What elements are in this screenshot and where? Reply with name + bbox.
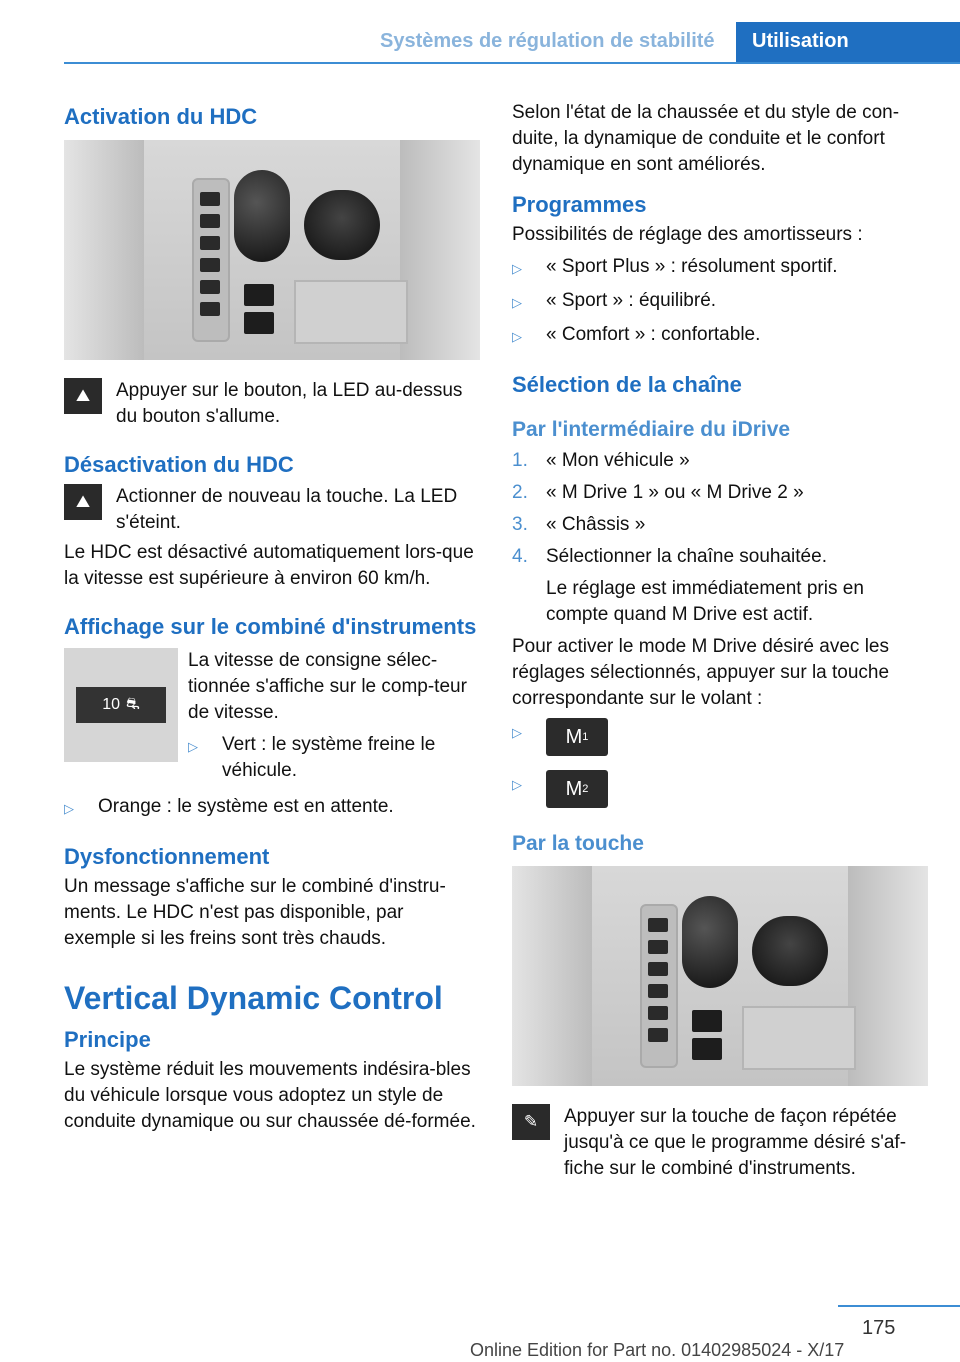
heading-button: Par la touche bbox=[512, 832, 644, 855]
header-rule bbox=[64, 62, 960, 64]
list-item: ▷ « Sport Plus » : résolument sportif. bbox=[512, 256, 838, 277]
right-column bbox=[512, 100, 928, 1186]
button-text: Appuyer sur la touche de façon répétée jusqu'à ce que le programme désiré s'af-fiche sur le combiné d'instruments. bbox=[564, 1106, 907, 1179]
list-item: 4. Sélectionner la chaîne souhaitée. bbox=[512, 546, 827, 567]
malfunction-text: Un message s'affiche sur le combiné d'instru-ments. Le HDC n'est pas disponible, par exemple si les freins sont très chauds. bbox=[64, 876, 446, 949]
step4-note: Le réglage est immédiatement pris en compte quand M Drive est actif. bbox=[546, 578, 864, 625]
header-tab: Utilisation bbox=[736, 22, 960, 62]
list-item: ▷ M 1 bbox=[512, 718, 928, 756]
heading-deactivation: Désactivation du HDC bbox=[64, 452, 294, 477]
indicator-list bbox=[188, 732, 480, 784]
heading-display: Affichage sur le combiné d'instruments bbox=[64, 614, 477, 639]
page-rule bbox=[838, 1305, 960, 1307]
hdc-button-icon: ⛰ bbox=[64, 484, 102, 520]
indicator-value: 10 bbox=[102, 696, 120, 713]
speedometer-indicator-image bbox=[64, 648, 178, 762]
heading-programs: Programmes bbox=[512, 192, 647, 217]
hdc-button-icon: ⛰ bbox=[64, 378, 102, 414]
list-item: ▷ Vert : le système freine le véhicule. bbox=[188, 734, 436, 781]
steering-button-icon: ✎ bbox=[512, 1104, 550, 1140]
auto-off-text: Le HDC est désactivé automatiquement lors-que la vitesse est supérieure à environ 60 km/h. bbox=[64, 542, 474, 589]
list-item: 2. « M Drive 1 » ou « M Drive 2 » bbox=[512, 482, 804, 503]
display-text: La vitesse de consigne sélec-tionnée s'affiche sur le comp-teur de vitesse. bbox=[188, 650, 467, 723]
heading-malfunction: Dysfonctionnement bbox=[64, 844, 270, 869]
footer-edition: Online Edition for Part no. 01402985024 - X/17 bbox=[470, 1340, 845, 1360]
page-number: 175 bbox=[862, 1317, 896, 1339]
deactivation-text: Actionner de nouveau la touche. La LED s'éteint. bbox=[116, 486, 458, 533]
list-item: ▷ M 2 bbox=[512, 770, 928, 808]
programs-list bbox=[512, 254, 928, 350]
principle-text: Le système réduit les mouvements indésira-bles du véhicule lorsque vous adoptez un style de conduite dynamique ou sur chaussée dé-formée. bbox=[64, 1059, 476, 1132]
header-section-title: Systèmes de régulation de stabilité bbox=[380, 30, 715, 52]
heading-idrive: Par l'intermédiaire du iDrive bbox=[512, 418, 791, 441]
activation-text: Appuyer sur le bouton, la LED au-dessus du bouton s'allume. bbox=[116, 380, 463, 427]
list-item: ▷ Orange : le système est en attente. bbox=[64, 796, 394, 817]
indicator-list-2 bbox=[64, 794, 480, 822]
m1-button-icon: M 1 bbox=[546, 718, 608, 756]
m2-button-icon: M 2 bbox=[546, 770, 608, 808]
list-item: ▷ « Sport » : équilibré. bbox=[512, 290, 717, 311]
heading-activation: Activation du HDC bbox=[64, 104, 258, 129]
mdrive-buttons-list bbox=[512, 718, 928, 808]
heading-principle: Principe bbox=[64, 1027, 151, 1052]
heading-chain: Sélection de la chaîne bbox=[512, 372, 742, 397]
list-item: 1. « Mon véhicule » bbox=[512, 450, 690, 471]
mdrive-text: Pour activer le mode M Drive désiré avec les réglages sélectionnés, appuyer sur la touche correspondante sur le volant : bbox=[512, 636, 890, 709]
left-column bbox=[64, 100, 480, 1141]
steps-list bbox=[512, 448, 928, 570]
hdc-car-icon: ⛐ bbox=[125, 696, 140, 713]
heading-vdc: Vertical Dynamic Control bbox=[64, 980, 443, 1016]
list-item: 3. « Châssis » bbox=[512, 514, 646, 535]
list-item: ▷ « Comfort » : confortable. bbox=[512, 324, 761, 345]
console-photo-2 bbox=[512, 866, 928, 1086]
console-photo bbox=[64, 140, 480, 360]
programs-text: Possibilités de réglage des amortisseurs : bbox=[512, 224, 863, 245]
intro-text: Selon l'état de la chaussée et du style de con-duite, la dynamique de conduite et le confort dynamique en sont améliorés. bbox=[512, 102, 900, 175]
